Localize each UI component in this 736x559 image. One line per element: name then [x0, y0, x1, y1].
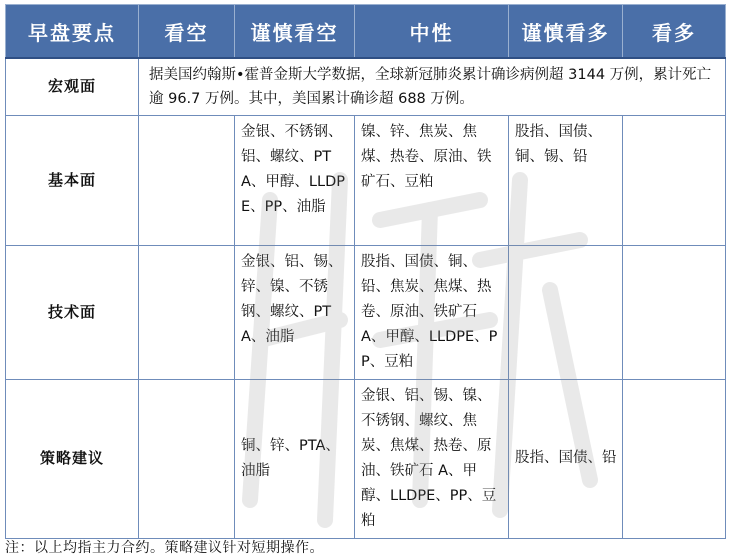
strategy-cautious-bullish-cell: 股指、国债、铅	[509, 379, 623, 538]
fundamental-cautious-bullish-cell: 股指、国债、铜、锡、铅	[509, 115, 623, 245]
fundamental-neutral-cell: 镍、锌、焦炭、焦煤、热卷、原油、铁矿石、豆粕	[355, 115, 509, 245]
header-neutral: 中性	[355, 5, 509, 59]
header-key-points: 早盘要点	[6, 5, 139, 59]
strategy-bullish-cell	[623, 379, 726, 538]
table-row-macro	[6, 58, 726, 115]
strategy-cautious-bearish-cell: 铜、锌、PTA、油脂	[235, 379, 355, 538]
header-cautious-bullish: 谨慎看多	[509, 5, 623, 59]
technical-bullish-cell	[623, 245, 726, 379]
footnote: 注：以上均指主力合约。策略建议针对短期操作。	[5, 540, 324, 556]
technical-bearish-cell	[139, 245, 235, 379]
row-label-fundamental: 基本面	[6, 115, 139, 245]
morning-brief-table	[5, 4, 726, 539]
row-label-strategy: 策略建议	[6, 379, 139, 538]
table-row-technical	[6, 245, 726, 379]
table-row-fundamental	[6, 115, 726, 245]
fundamental-cautious-bearish-cell: 金银、不锈钢、铝、螺纹、PTA、甲醇、LLDPE、PP、油脂	[235, 115, 355, 245]
row-label-technical: 技术面	[6, 245, 139, 379]
table-row-strategy	[6, 379, 726, 538]
macro-text-cell: 据美国约翰斯•霍普金斯大学数据，全球新冠肺炎累计确诊病例超 3144 万例，累计死亡逾 96.7 万例。其中，美国累计确诊超 688 万例。	[139, 58, 726, 115]
header-bullish: 看多	[623, 5, 726, 59]
technical-cautious-bullish-cell	[509, 245, 623, 379]
fundamental-bearish-cell	[139, 115, 235, 245]
strategy-neutral-cell: 金银、铝、锡、镍、不锈钢、螺纹、焦炭、焦煤、热卷、原油、铁矿石 A、甲醇、LLDPE、PP、豆粕	[355, 379, 509, 538]
row-label-macro: 宏观面	[6, 58, 139, 115]
technical-neutral-cell: 股指、国债、铜、铅、焦炭、焦煤、热卷、原油、铁矿石 A、甲醇、LLDPE、PP、豆粕	[355, 245, 509, 379]
strategy-bearish-cell	[139, 379, 235, 538]
technical-cautious-bearish-cell: 金银、铝、锡、锌、镍、不锈钢、螺纹、PTA、油脂	[235, 245, 355, 379]
header-cautious-bearish: 谨慎看空	[235, 5, 355, 59]
fundamental-bullish-cell	[623, 115, 726, 245]
header-bearish: 看空	[139, 5, 235, 59]
morning-brief-table-container	[5, 4, 725, 539]
header-row	[6, 5, 726, 59]
